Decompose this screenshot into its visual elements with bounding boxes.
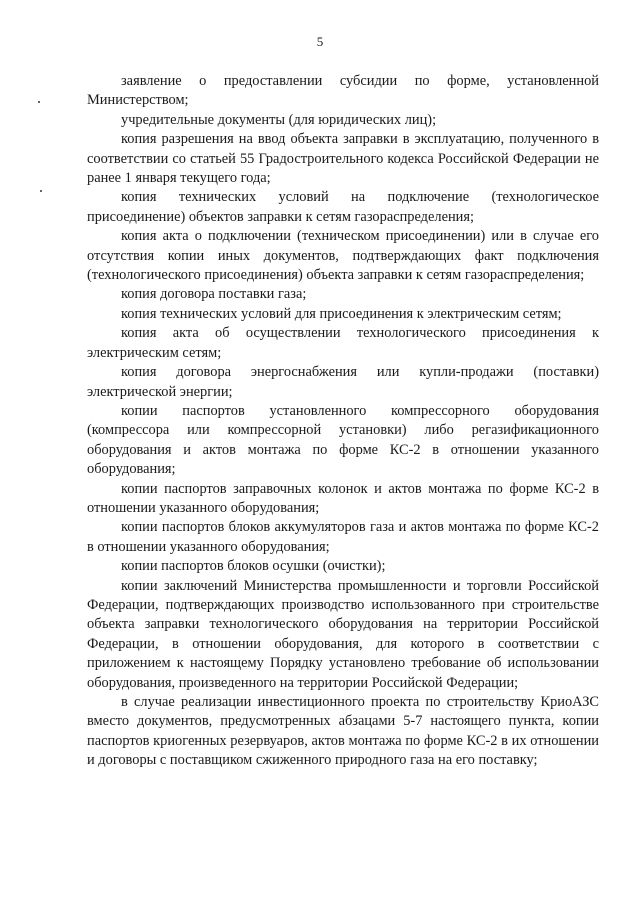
list-item: копии заключений Министерства промышленности и торговли Российской Федерации, подтверждающих производство использованного при строительстве объекта заправки технологического оборудования на территории Российской Федерации, в отношении оборудования, для которого в соответствии с приложением к настоящему Порядку установлено требование об использовании оборудования, произведенного на территории Российской Федерации;	[87, 577, 599, 691]
scan-speck	[38, 101, 40, 103]
list-item: копии паспортов установленного компрессорного оборудования (компрессора или компрессорной установки) либо регазификационного оборудования и актов монтажа по форме КС-2 в отношении указанного оборудования;	[87, 402, 599, 478]
list-item: копия разрешения на ввод объекта заправки в эксплуатацию, полученного в соответствии со статьей 55 Градостроительного кодекса Российской Федерации не ранее 1 января текущего года;	[87, 131, 599, 187]
list-item: копии паспортов заправочных колонок и актов монтажа по форме КС-2 в отношении указанного оборудования;	[87, 480, 599, 516]
list-item: копия акта о подключении (техническом присоединении) или в случае его отсутствия копии иных документов, подтверждающих факт подключения (технологического присоединения) объекта заправки к сетям газораспределения;	[87, 228, 599, 284]
scan-speck	[40, 190, 42, 192]
list-item: заявление о предоставлении субсидии по форме, установленной Министерством;	[87, 73, 599, 109]
list-item: в случае реализации инвестиционного проекта по строительству КриоАЗС вместо документов, предусмотренных абзацами 5-7 настоящего пункта, копии паспортов криогенных резервуаров, актов монтажа по форме КС-2 в их отношении и договоры с поставщиком сжиженного природного газа на его поставку;	[87, 694, 599, 769]
list-item: копия акта об осуществлении технологического присоединения к электрическим сетям;	[87, 325, 599, 361]
list-item: копия технических условий для присоединения к электрическим сетям;	[121, 305, 562, 322]
list-item: учредительные документы (для юридических лиц);	[121, 111, 437, 128]
list-item: копии паспортов блоков осушки (очистки);	[121, 558, 386, 575]
list-item: копия договора энергоснабжения или купли-продажи (поставки) электрической энергии;	[87, 364, 599, 400]
document-body	[87, 72, 599, 771]
list-item: копии паспортов блоков аккумуляторов газа и актов монтажа по форме КС-2 в отношении указанного оборудования;	[87, 519, 599, 555]
list-item: копия договора поставки газа;	[121, 286, 307, 303]
list-item: копия технических условий на подключение (технологическое присоединение) объектов заправки к сетям газораспределения;	[87, 189, 599, 225]
page-number: 5	[316, 34, 324, 49]
